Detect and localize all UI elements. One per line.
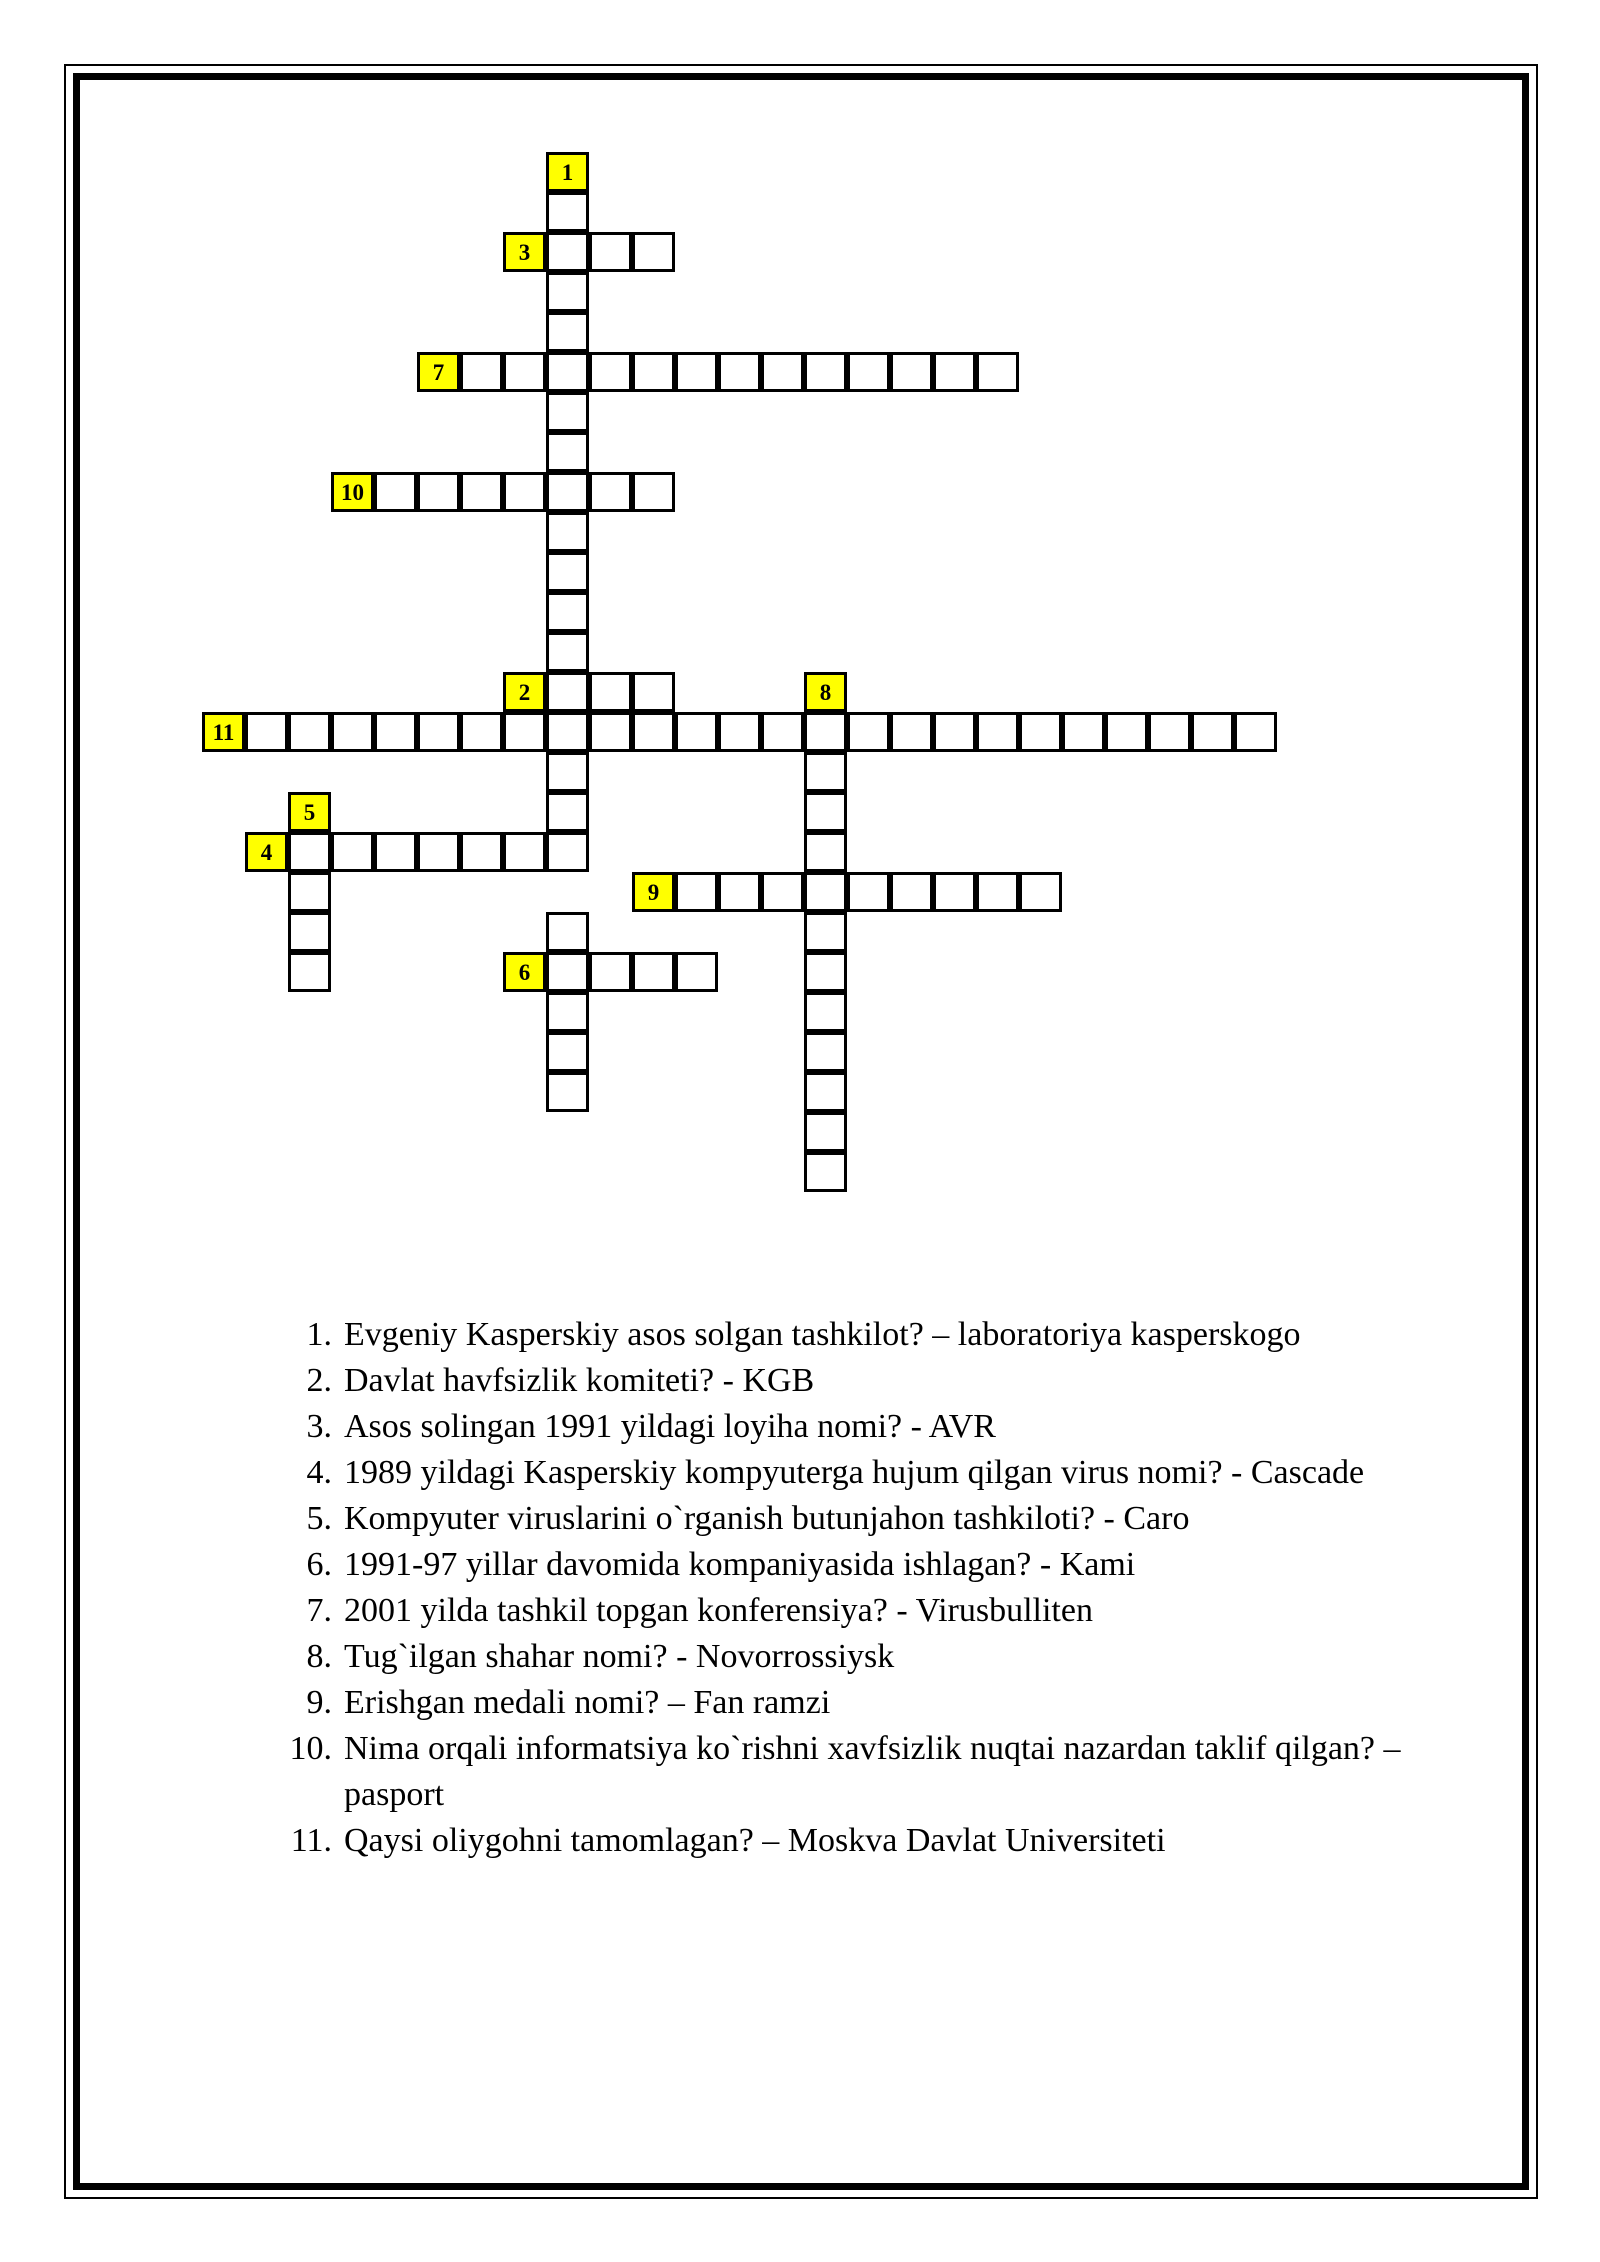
- crossword-cell: [546, 1032, 589, 1072]
- crossword-cell: [761, 712, 804, 752]
- crossword-cell: [546, 712, 589, 752]
- crossword-cell: [589, 952, 632, 992]
- crossword-cell: [589, 352, 632, 392]
- cell-number: 7: [432, 359, 445, 385]
- crossword-cell: [761, 352, 804, 392]
- clue-number: 3.: [306, 1408, 332, 1445]
- clue-text: Qaysi oliygohni tamomlagan? – Moskva Davlat Universiteti: [344, 1822, 1166, 1859]
- crossword-cell: [589, 232, 632, 272]
- clue-number: 1.: [306, 1316, 332, 1353]
- cell-number: 3: [518, 239, 531, 265]
- crossword-cell: [374, 472, 417, 512]
- crossword-cell: [460, 352, 503, 392]
- numbered-cell: [503, 232, 546, 272]
- crossword-cell: [288, 832, 331, 872]
- crossword-cell: [374, 832, 417, 872]
- clue-text: Tug`ilgan shahar nomi? - Novorrossiysk: [344, 1638, 895, 1675]
- crossword-cell: [417, 712, 460, 752]
- crossword-cell: [804, 872, 847, 912]
- crossword-cell: [890, 352, 933, 392]
- clue-item: [270, 1680, 1500, 1726]
- crossword-cell: [890, 712, 933, 752]
- crossword-cell: [503, 352, 546, 392]
- crossword-cell: [1019, 872, 1062, 912]
- clue-number: 8.: [306, 1638, 332, 1675]
- crossword-cell: [933, 712, 976, 752]
- crossword-cell: [589, 712, 632, 752]
- crossword-cell: [546, 1072, 589, 1112]
- clue-text: Kompyuter viruslarini o`rganish butunjahon tashkiloti? - Caro: [344, 1500, 1190, 1537]
- crossword-cell: [1105, 712, 1148, 752]
- numbered-cell: [417, 352, 460, 392]
- crossword-cell: [288, 872, 331, 912]
- crossword-cell: [675, 712, 718, 752]
- crossword-cell: [460, 712, 503, 752]
- clue-text: Asos solingan 1991 yildagi loyiha nomi? - AVR: [344, 1408, 996, 1445]
- cell-number: 2: [518, 679, 531, 705]
- crossword-cell: [331, 832, 374, 872]
- clue-item: [270, 1588, 1500, 1634]
- crossword-cell: [976, 352, 1019, 392]
- crossword-cell: [933, 352, 976, 392]
- clue-item: [270, 1818, 1500, 1864]
- clue-item: [270, 1726, 1500, 1818]
- clue-item: [270, 1496, 1500, 1542]
- crossword-cell: [288, 912, 331, 952]
- crossword-cell: [546, 552, 589, 592]
- clue-item: [270, 1542, 1500, 1588]
- clue-item: [270, 1634, 1500, 1680]
- crossword-cell: [245, 712, 288, 752]
- numbered-cell: [331, 472, 374, 512]
- crossword-cell: [546, 952, 589, 992]
- crossword-cell: [804, 792, 847, 832]
- cell-number: 5: [303, 799, 316, 825]
- crossword-cell: [847, 712, 890, 752]
- clue-item: [270, 1358, 1500, 1404]
- cell-number: 4: [260, 839, 273, 865]
- clue-number: 7.: [306, 1592, 332, 1629]
- crossword-cell: [847, 872, 890, 912]
- crossword-cell: [804, 912, 847, 952]
- crossword-cell: [417, 832, 460, 872]
- crossword-cell: [890, 872, 933, 912]
- crossword-cell: [546, 792, 589, 832]
- clue-text: Erishgan medali nomi? – Fan ramzi: [344, 1684, 831, 1721]
- crossword-cell: [546, 312, 589, 352]
- clue-text: 2001 yilda tashkil topgan konferensiya? - Virusbulliten: [344, 1592, 1093, 1629]
- crossword-cell: [1148, 712, 1191, 752]
- numbered-cell: [245, 832, 288, 872]
- crossword-cell: [460, 472, 503, 512]
- crossword-cell: [1234, 712, 1277, 752]
- crossword-cell: [761, 872, 804, 912]
- crossword-cell: [1062, 712, 1105, 752]
- clue-text: Davlat havfsizlik komiteti? - KGB: [344, 1362, 815, 1399]
- crossword-cell: [589, 472, 632, 512]
- crossword-cell: [546, 192, 589, 232]
- clue-text: 1989 yildagi Kasperskiy kompyuterga hujum qilgan virus nomi? - Cascade: [344, 1454, 1365, 1491]
- crossword-cell: [546, 592, 589, 632]
- crossword-cell: [933, 872, 976, 912]
- crossword-cell: [675, 872, 718, 912]
- crossword-cell: [804, 992, 847, 1032]
- crossword-cell: [288, 712, 331, 752]
- clue-number: 6.: [306, 1546, 332, 1583]
- crossword-cell: [460, 832, 503, 872]
- crossword-cell: [546, 232, 589, 272]
- cell-number: 9: [647, 879, 660, 905]
- crossword-cell: [675, 352, 718, 392]
- crossword-cell: [1191, 712, 1234, 752]
- crossword-cell: [589, 672, 632, 712]
- cell-number: 10: [341, 479, 364, 505]
- crossword-cell: [331, 712, 374, 752]
- crossword-cell: [632, 232, 675, 272]
- crossword-cell: [718, 712, 761, 752]
- crossword-cell: [1019, 712, 1062, 752]
- numbered-cell: [202, 712, 245, 752]
- crossword-cell: [546, 832, 589, 872]
- crossword-cell: [718, 352, 761, 392]
- crossword-cell: [718, 872, 761, 912]
- clue-number: 10.: [289, 1730, 332, 1767]
- crossword-cell: [546, 272, 589, 312]
- clue-item: [270, 1312, 1500, 1358]
- crossword-cell: [847, 352, 890, 392]
- clue-text: Evgeniy Kasperskiy asos solgan tashkilot? – laboratoriya kasperskogo: [344, 1316, 1301, 1353]
- clue-text: 1991-97 yillar davomida kompaniyasida ishlagan? - Kami: [344, 1546, 1136, 1583]
- crossword-cell: [546, 512, 589, 552]
- crossword-cell: [546, 392, 589, 432]
- crossword-cell: [804, 1032, 847, 1072]
- crossword-cell: [804, 1112, 847, 1152]
- crossword-cell: [804, 752, 847, 792]
- clue-number: 5.: [306, 1500, 332, 1537]
- cell-number: 6: [518, 959, 531, 985]
- crossword-cell: [632, 472, 675, 512]
- crossword-cell: [546, 432, 589, 472]
- crossword-cell: [804, 1152, 847, 1192]
- crossword-cell: [288, 952, 331, 992]
- clue-number: 9.: [306, 1684, 332, 1721]
- crossword-cell: [804, 712, 847, 752]
- crossword-cell: [503, 832, 546, 872]
- crossword-cell: [632, 352, 675, 392]
- numbered-cell: [804, 672, 847, 712]
- cell-number: 11: [212, 719, 235, 745]
- crossword-cell: [976, 712, 1019, 752]
- cell-number: 8: [819, 679, 832, 705]
- clue-number: 4.: [306, 1454, 332, 1491]
- crossword-cell: [503, 712, 546, 752]
- crossword-cell: [546, 992, 589, 1032]
- crossword-cell: [546, 912, 589, 952]
- crossword-cell: [546, 352, 589, 392]
- crossword-cell: [546, 672, 589, 712]
- crossword-cell: [374, 712, 417, 752]
- crossword-cell: [546, 752, 589, 792]
- clue-item: [270, 1404, 1500, 1450]
- crossword-cell: [546, 472, 589, 512]
- numbered-cell: [288, 792, 331, 832]
- crossword-cell: [632, 712, 675, 752]
- clue-number: 2.: [306, 1362, 332, 1399]
- crossword-cell: [804, 1072, 847, 1112]
- crossword-cell: [546, 632, 589, 672]
- crossword-cell: [417, 472, 460, 512]
- numbered-cell: [546, 152, 589, 192]
- crossword-cell: [804, 832, 847, 872]
- numbered-cell: [503, 672, 546, 712]
- numbered-cell: [503, 952, 546, 992]
- clue-item: [270, 1450, 1500, 1496]
- cell-number: 1: [561, 159, 574, 185]
- clue-number: 11.: [290, 1822, 332, 1859]
- numbered-cell: [632, 872, 675, 912]
- crossword-cell: [804, 952, 847, 992]
- crossword-cell: [503, 472, 546, 512]
- crossword-cell: [976, 872, 1019, 912]
- crossword-cell: [632, 952, 675, 992]
- clue-text: Nima orqali informatsiya ko`rishni xavfsizlik nuqtai nazardan taklif qilgan? – pasport: [344, 1730, 1401, 1813]
- crossword-cell: [675, 952, 718, 992]
- crossword-cell: [804, 352, 847, 392]
- clue-list: [270, 1312, 1500, 1864]
- crossword-cell: [632, 672, 675, 712]
